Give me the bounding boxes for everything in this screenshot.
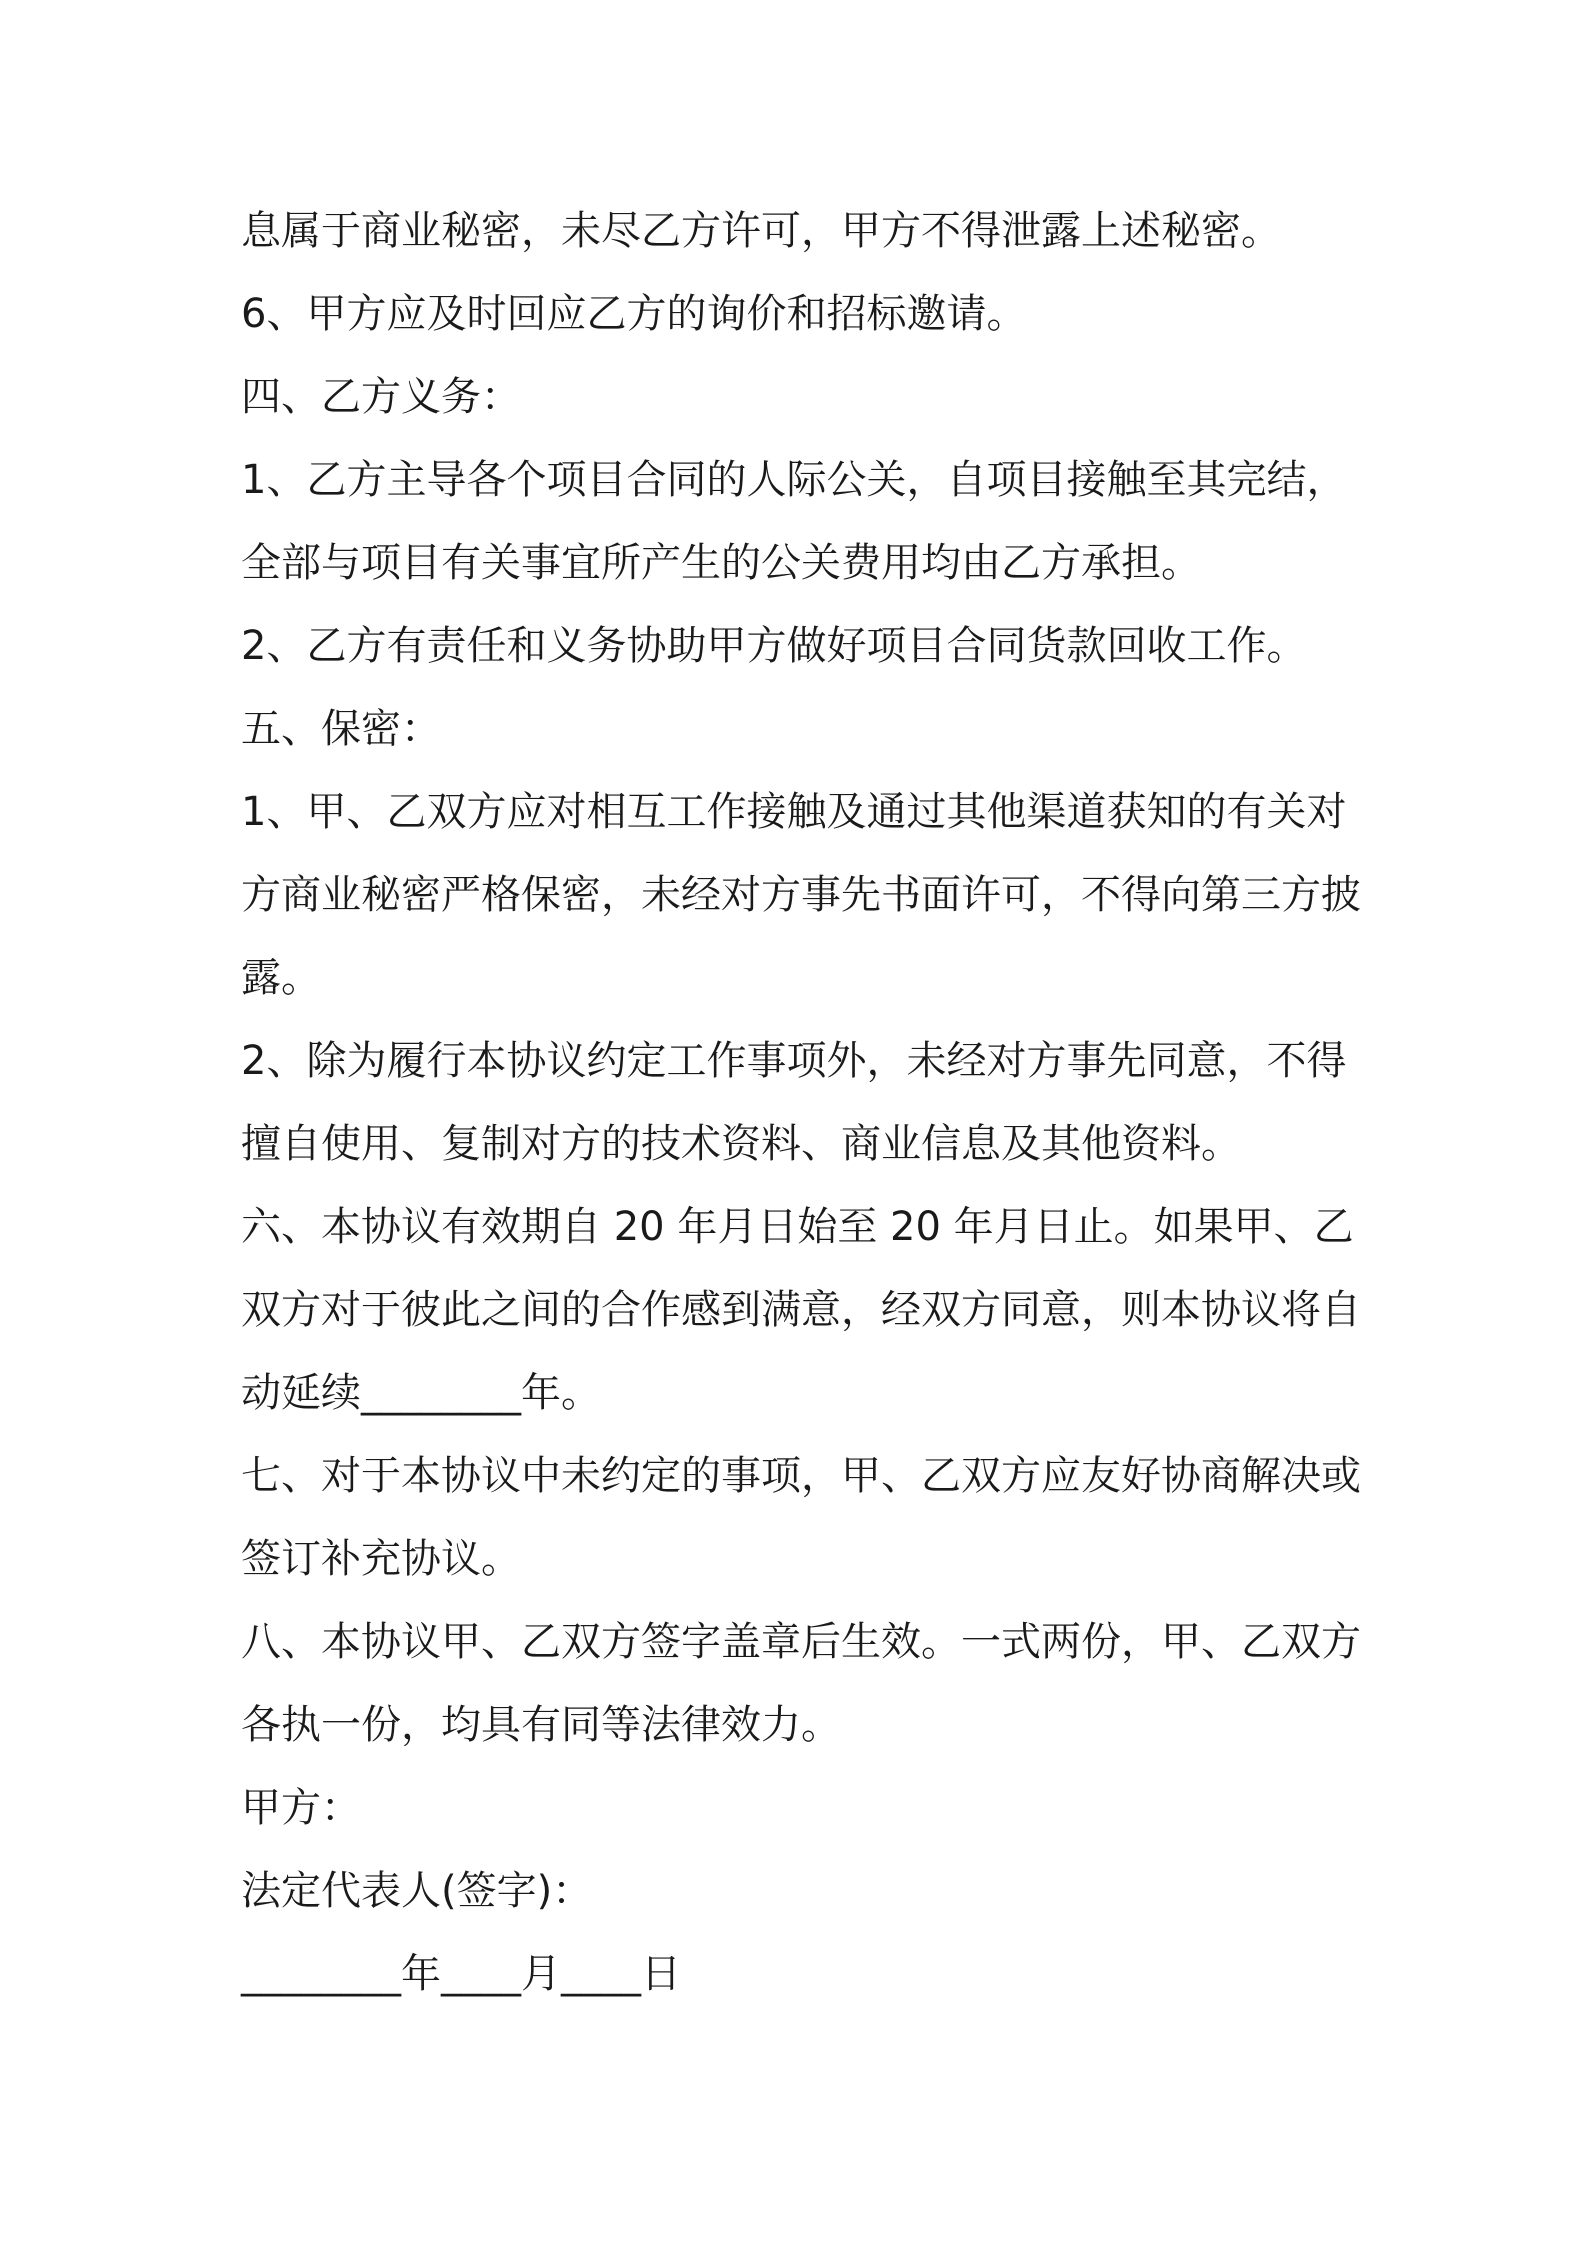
section-4-clause-2: 2、乙方有责任和义务协助甲方做好项目合同货款回收工作。 — [241, 623, 1307, 669]
legal-representative-signature-label: 法定代表人(签字)： — [241, 1868, 593, 1914]
text-line-1: 息属于商业秘密，未尽乙方许可，甲方不得泄露上述秘密。 — [241, 208, 1281, 254]
signature-date-line: ________年____月____日 — [241, 1951, 681, 1997]
clause-6-text: 6、甲方应及时回应乙方的询价和招标邀请。 — [241, 291, 1027, 337]
section-5-clause-1-line-1: 1、甲、乙双方应对相互工作接触及通过其他渠道获知的有关对 — [241, 789, 1347, 835]
section-6-line-3: 动延续________年。 — [241, 1370, 601, 1416]
section-8-line-2: 各执一份，均具有同等法律效力。 — [241, 1702, 841, 1748]
section-5-clause-1-line-3: 露。 — [241, 955, 321, 1001]
section-7-line-2: 签订补充协议。 — [241, 1536, 521, 1582]
section-6-line-2: 双方对于彼此之间的合作感到满意，经双方同意，则本协议将自 — [241, 1287, 1361, 1333]
party-a-label: 甲方： — [241, 1785, 361, 1831]
section-5-heading: 五、保密： — [241, 706, 441, 752]
section-4-clause-1-line-1: 1、乙方主导各个项目合同的人际公关，自项目接触至其完结， — [241, 457, 1347, 503]
section-6-line-1: 六、本协议有效期自 20 年月日始至 20 年月日止。如果甲、乙 — [241, 1204, 1354, 1250]
section-5-clause-1-line-2: 方商业秘密严格保密，未经对方事先书面许可，不得向第三方披 — [241, 872, 1361, 918]
section-4-heading: 四、乙方义务： — [241, 374, 521, 420]
section-4-clause-1-line-2: 全部与项目有关事宜所产生的公关费用均由乙方承担。 — [241, 540, 1201, 586]
document-body — [241, 190, 1361, 2016]
section-8-line-1: 八、本协议甲、乙双方签字盖章后生效。一式两份，甲、乙双方 — [241, 1619, 1361, 1665]
section-5-clause-2-line-2: 擅自使用、复制对方的技术资料、商业信息及其他资料。 — [241, 1121, 1241, 1167]
section-7-line-1: 七、对于本协议中未约定的事项，甲、乙双方应友好协商解决或 — [241, 1453, 1361, 1499]
section-5-clause-2-line-1: 2、除为履行本协议约定工作事项外，未经对方事先同意，不得 — [241, 1038, 1347, 1084]
